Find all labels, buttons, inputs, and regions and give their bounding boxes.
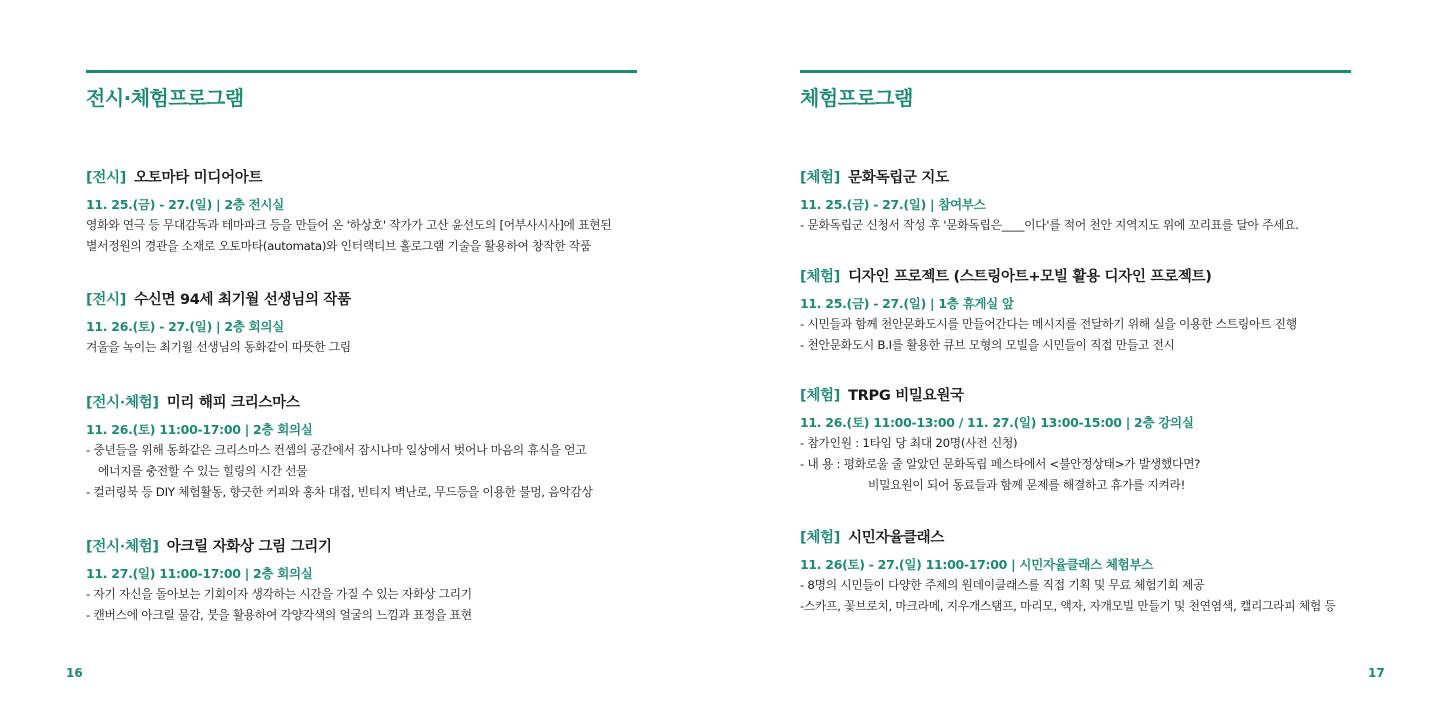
program-section bbox=[800, 167, 1400, 236]
section-text-line: - 8명의 시민들이 다양한 주제의 원데이클래스를 직접 기획 및 무료 체험기회 제공 bbox=[800, 578, 1205, 592]
section-heading: 시민자율클래스 bbox=[848, 530, 945, 546]
section-text-line: 영화와 연극 등 무대감독과 테마파크 등을 만들어 온 '하상호' 작가가 고산 윤선도의 [어부사시사]에 표현된 bbox=[86, 218, 612, 232]
program-section bbox=[86, 289, 686, 358]
section-tag: [체험] bbox=[800, 269, 841, 285]
section-heading: 오토마타 미디어아트 bbox=[134, 170, 263, 186]
section-heading: TRPG 비밀요원국 bbox=[848, 388, 964, 404]
section-text-line: - 캔버스에 아크릴 물감, 붓을 활용하여 각양각색의 얼굴의 느낌과 표정을 표현 bbox=[86, 608, 472, 622]
section-text-line: 겨울을 녹이는 최기월 선생님의 동화같이 따뜻한 그림 bbox=[86, 340, 351, 354]
title-rule bbox=[800, 70, 1351, 73]
section-tag: [전시·체험] bbox=[86, 395, 159, 411]
title-rule bbox=[86, 70, 637, 73]
section-text-line: - 내 용 : 평화로울 줄 알았던 문화독립 페스타에서 <불안정상태>가 발생했다면? bbox=[800, 457, 1201, 471]
section-schedule: 11. 26.(토) 11:00-17:00 | 2층 회의실 bbox=[86, 422, 313, 437]
section-tag: [전시] bbox=[86, 292, 127, 308]
section-heading: 아크릴 자화상 그림 그리기 bbox=[166, 539, 332, 555]
section-schedule: 11. 25.(금) - 27.(일) | 1층 휴게실 앞 bbox=[800, 296, 1014, 311]
section-schedule: 11. 25.(금) - 27.(일) | 2층 전시실 bbox=[86, 197, 284, 212]
section-schedule: 11. 26.(토) - 27.(일) | 2층 회의실 bbox=[86, 319, 284, 334]
page-title: 전시·체험프로그램 bbox=[86, 86, 244, 110]
program-section bbox=[86, 167, 686, 257]
section-text-line: - 문화독립군 신청서 작성 후 '문화독립은____이다'를 적어 천안 지역지도 위에 꼬리표를 달아 주세요. bbox=[800, 218, 1299, 232]
section-text-line: 비밀요원이 되어 동료들과 함께 문제를 해결하고 휴가를 지켜라! bbox=[868, 478, 1186, 492]
section-tag: [전시] bbox=[86, 170, 127, 186]
section-header bbox=[86, 289, 686, 311]
section-text-line: - 시민들과 함께 천안문화도시를 만들어간다는 메시지를 전달하기 위해 실을 이용한 스트링아트 진행 bbox=[800, 317, 1297, 331]
section-schedule: 11. 25.(금) - 27.(일) | 참여부스 bbox=[800, 197, 986, 212]
section-header bbox=[800, 266, 1400, 288]
section-tag: [체험] bbox=[800, 170, 841, 186]
right-page bbox=[720, 0, 1440, 728]
section-header bbox=[800, 167, 1400, 189]
section-heading: 미리 해피 크리스마스 bbox=[166, 395, 300, 411]
section-schedule: 11. 27.(일) 11:00-17:00 | 2층 회의실 bbox=[86, 566, 313, 581]
section-header bbox=[800, 527, 1400, 549]
section-text-line: - 참가인원 : 1타임 당 최대 20명(사전 신청) bbox=[800, 436, 1018, 450]
section-header bbox=[86, 167, 686, 189]
page-number: 17 bbox=[1368, 666, 1385, 680]
section-header bbox=[86, 392, 686, 414]
section-heading: 수신면 94세 최기월 선생님의 작품 bbox=[134, 292, 351, 308]
section-tag: [체험] bbox=[800, 388, 841, 404]
page-number: 16 bbox=[66, 666, 83, 680]
section-text-line: - 자기 자신을 돌아보는 기회이자 생각하는 시간을 가질 수 있는 자화상 그리기 bbox=[86, 587, 472, 601]
program-section bbox=[86, 536, 686, 626]
section-tag: [체험] bbox=[800, 530, 841, 546]
program-section bbox=[86, 392, 686, 503]
section-text-line: - 컬러링북 등 DIY 체험활동, 향긋한 커피와 홍차 대접, 빈티지 벽난로, 무드등을 이용한 불멍, 음악감상 bbox=[86, 485, 593, 499]
section-schedule: 11. 26.(토) 11:00-13:00 / 11. 27.(일) 13:00-15:00 | 2층 강의실 bbox=[800, 415, 1194, 430]
section-tag: [전시·체험] bbox=[86, 539, 159, 555]
section-heading: 디자인 프로젝트 (스트링아트+모빌 활용 디자인 프로젝트) bbox=[848, 269, 1212, 285]
program-section bbox=[800, 266, 1400, 356]
section-text-line: -스카프, 꽃브로치, 마크라메, 지우개스탬프, 마리모, 액자, 자개모빌 만들기 및 천연염색, 캘리그라피 체험 등 bbox=[800, 599, 1336, 613]
program-section bbox=[800, 527, 1400, 617]
section-text-line: 에너지를 충전할 수 있는 힐링의 시간 선물 bbox=[98, 464, 308, 478]
program-section bbox=[800, 385, 1400, 496]
section-text-line: 별서정원의 경관을 소재로 오토마타(automata)와 인터랙티브 홀로그램 기술을 활용하여 창작한 작품 bbox=[86, 239, 591, 253]
section-header bbox=[800, 385, 1400, 407]
section-header bbox=[86, 536, 686, 558]
section-schedule: 11. 26(토) - 27.(일) 11:00-17:00 | 시민자율클래스 체험부스 bbox=[800, 557, 1153, 572]
section-text-line: - 천안문화도시 B.I를 활용한 큐브 모형의 모빌을 시민들이 직접 만들고 전시 bbox=[800, 338, 1175, 352]
section-text-line: - 중년들을 위해 동화같은 크리스마스 컨셉의 공간에서 잠시나마 일상에서 벗어나 마음의 휴식을 얻고 bbox=[86, 443, 587, 457]
section-heading: 문화독립군 지도 bbox=[848, 170, 949, 186]
page-title: 체험프로그램 bbox=[800, 86, 913, 110]
